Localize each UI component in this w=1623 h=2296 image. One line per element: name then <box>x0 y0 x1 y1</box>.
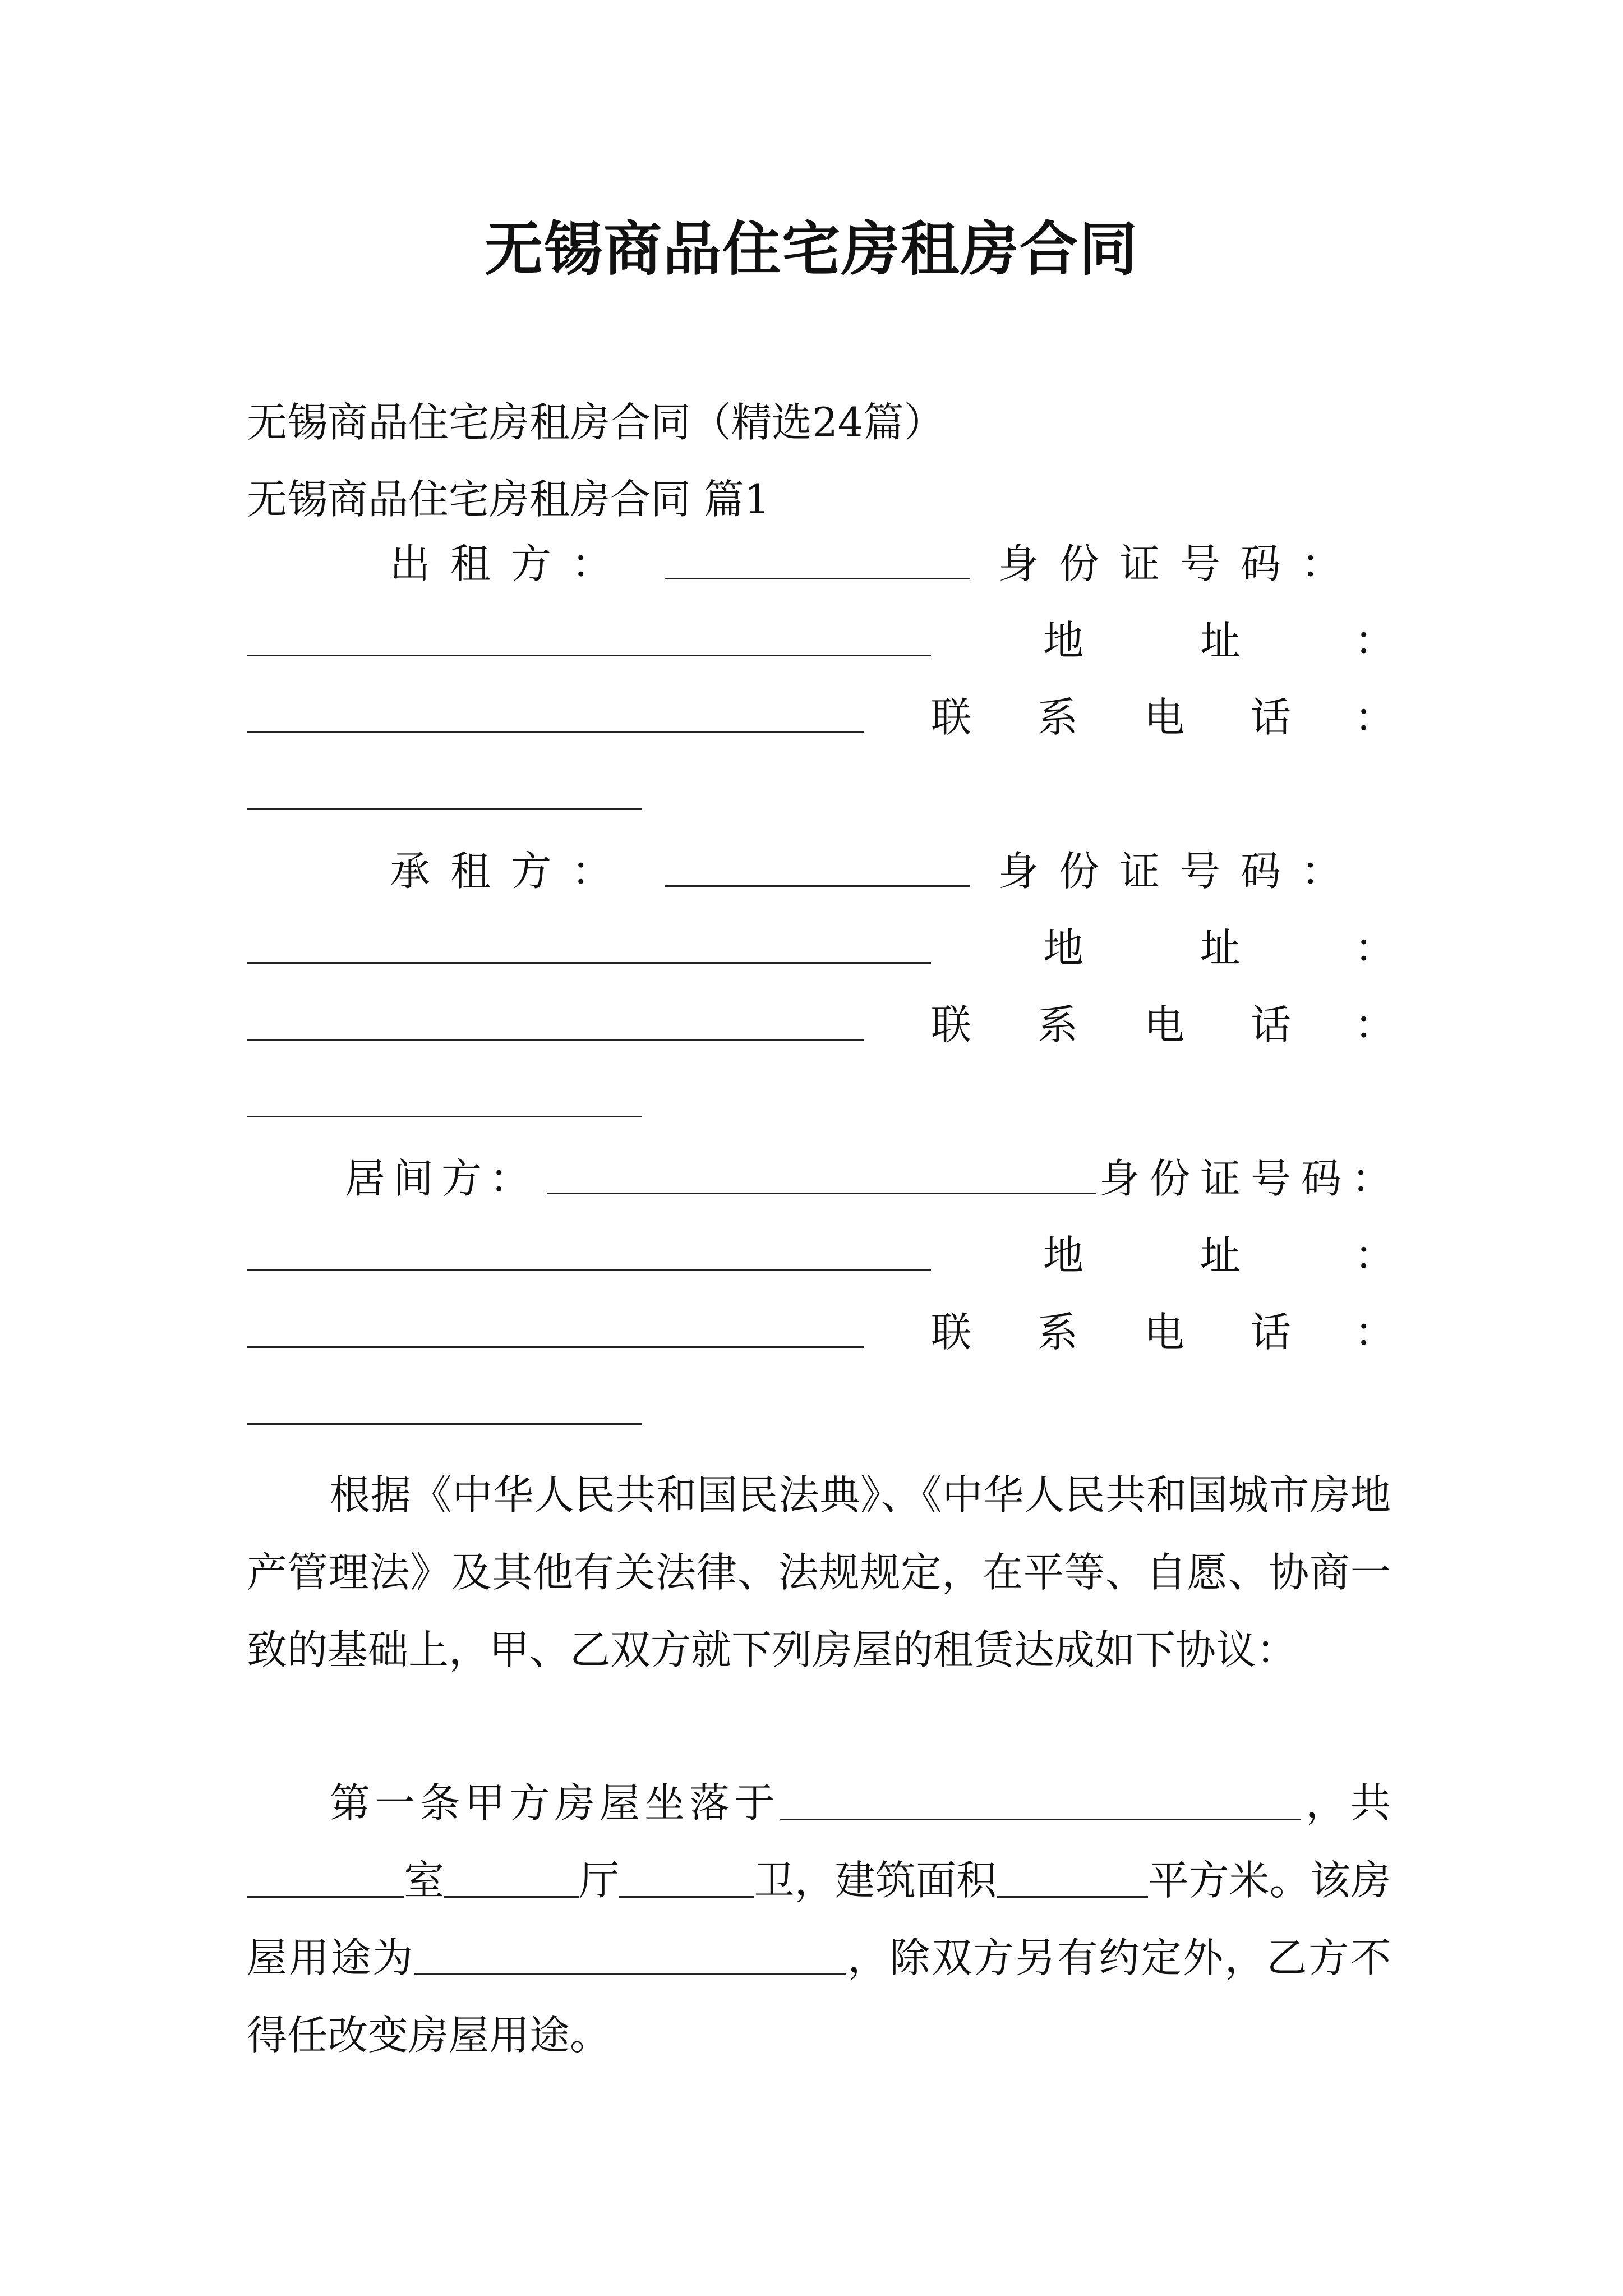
phone-colon: ： <box>1354 1309 1395 1356</box>
party-role-label: 出租方： <box>390 540 633 587</box>
phone-label-d: 话 <box>1251 694 1292 741</box>
phone-label-a: 联 <box>931 694 972 741</box>
document-subtitle: 无锡商品住宅房租房合同（精选24篇） <box>247 399 944 446</box>
name-field[interactable] <box>547 1193 1096 1194</box>
phone-label-b: 系 <box>1038 1309 1078 1356</box>
phone-label-c: 电 <box>1144 1001 1185 1048</box>
address-label-b: 址 <box>1200 617 1241 664</box>
address-colon: ： <box>1354 1232 1395 1279</box>
address-field[interactable] <box>247 731 864 733</box>
id-number-field[interactable] <box>247 655 931 656</box>
section-title: 无锡商品住宅房租房合同 篇1 <box>247 476 770 523</box>
intro-paragraph: 根据《中华人民共和国民法典》、《中华人民共和国城市房地产管理法》及其他有关法律、法规规定，在平等、自愿、协商一致的基础上，甲、乙双方就下列房屋的租赁达成如下协议： <box>247 1471 1391 1673</box>
article-1-text: 平方米。该房屋用途为 <box>247 1857 1391 1981</box>
phone-colon: ： <box>1354 1001 1395 1048</box>
party-role-label: 承租方： <box>390 848 633 895</box>
phone-label-b: 系 <box>1038 1001 1078 1048</box>
article-1-paragraph <box>247 1764 1391 2074</box>
phone-label-b: 系 <box>1038 694 1078 741</box>
phone-colon: ： <box>1354 694 1395 741</box>
name-field[interactable] <box>665 885 970 887</box>
bathrooms-blank[interactable] <box>619 1862 754 1898</box>
id-number-label: 身份证号码： <box>998 540 1362 587</box>
phone-label-d: 话 <box>1251 1309 1292 1356</box>
location-blank[interactable] <box>780 1785 1301 1820</box>
address-label-a: 地 <box>1043 1232 1084 1279</box>
address-label-a: 地 <box>1043 617 1084 664</box>
rooms-blank[interactable] <box>247 1862 404 1898</box>
id-number-field[interactable] <box>247 962 931 964</box>
address-field[interactable] <box>247 1039 864 1041</box>
phone-label-a: 联 <box>931 1309 972 1356</box>
phone-label-d: 话 <box>1251 1001 1292 1048</box>
article-1-text: 室 <box>404 1857 445 1904</box>
id-number-label: 身份证号码： <box>998 848 1362 895</box>
area-blank[interactable] <box>997 1862 1148 1898</box>
article-1-text: 厅 <box>579 1857 620 1904</box>
usage-blank[interactable] <box>414 1940 846 1975</box>
address-label-b: 址 <box>1200 924 1241 972</box>
phone-field[interactable] <box>247 808 642 810</box>
phone-field[interactable] <box>247 1116 642 1117</box>
article-1-text: 卫，建筑面积 <box>754 1857 997 1904</box>
phone-label-c: 电 <box>1144 1309 1185 1356</box>
phone-label-c: 电 <box>1144 694 1185 741</box>
article-1-text: ，除双方另有约定外，乙方不得任改变房屋用途。 <box>247 1934 1391 2059</box>
address-colon: ： <box>1354 924 1395 972</box>
phone-label-a: 联 <box>931 1001 972 1048</box>
id-number-field[interactable] <box>247 1269 931 1271</box>
address-colon: ： <box>1354 617 1395 664</box>
name-field[interactable] <box>665 578 970 579</box>
address-label-a: 地 <box>1043 924 1084 972</box>
party-role-label: 居间方： <box>345 1155 538 1202</box>
article-1-text: ，共 <box>1301 1779 1391 1826</box>
phone-field[interactable] <box>247 1423 642 1425</box>
document-title: 无锡商品住宅房租房合同 <box>484 214 1138 283</box>
address-field[interactable] <box>247 1346 864 1348</box>
id-number-label: 身份证号码： <box>1099 1155 1403 1202</box>
article-1-text: 第一条甲方房屋坐落于 <box>330 1779 780 1826</box>
halls-blank[interactable] <box>444 1862 579 1898</box>
address-label-b: 址 <box>1200 1232 1241 1279</box>
